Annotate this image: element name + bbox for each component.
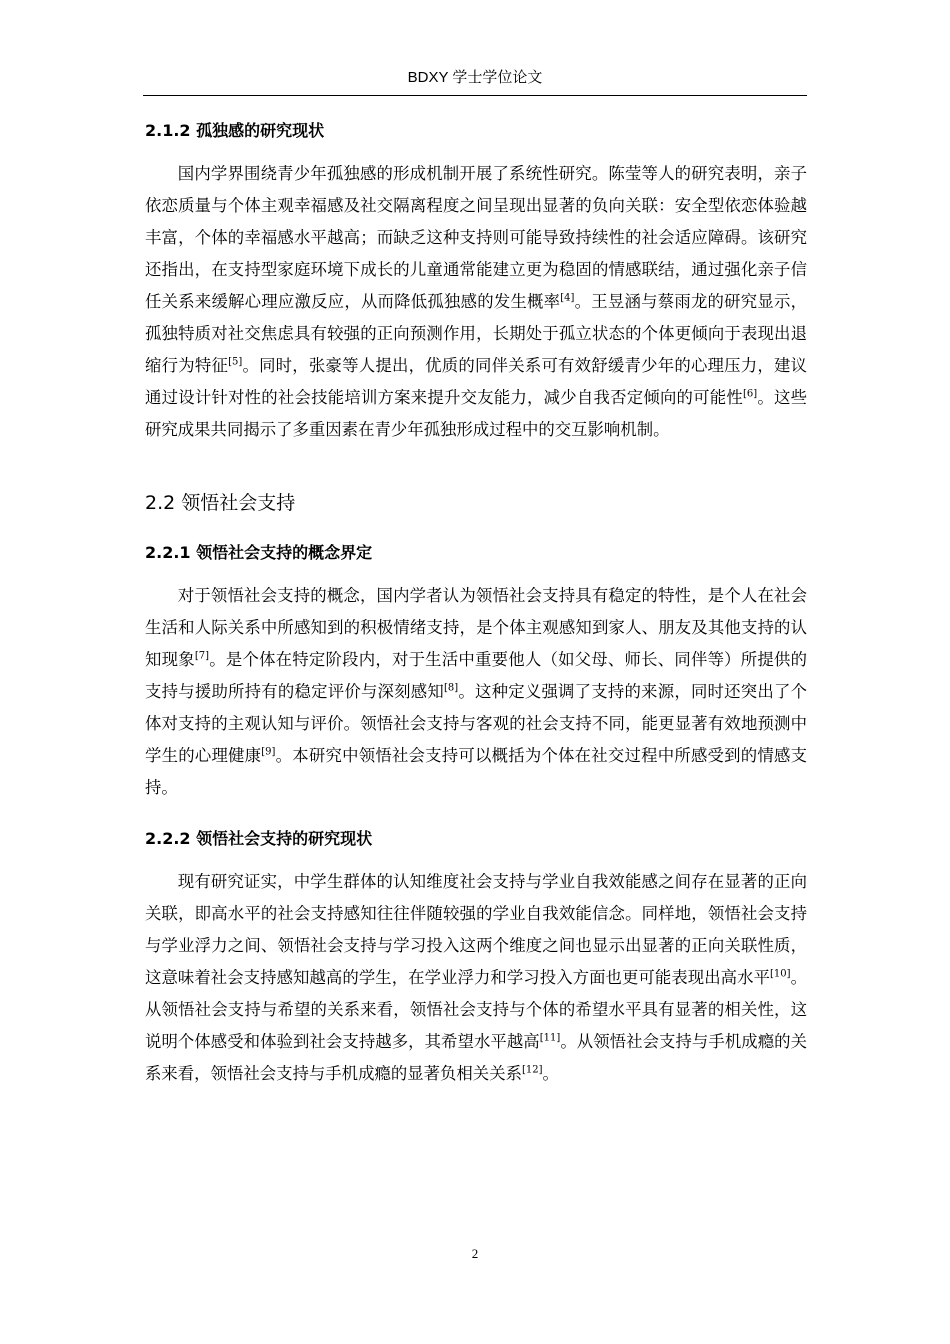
heading-2-2: 2.2 领悟社会支持 [145, 492, 296, 514]
paragraph-loneliness-research: 国内学界围绕青少年孤独感的形成机制开展了系统性研究。陈莹等人的研究表明，亲子依恋质量与个体主观幸福感及社交隔离程度之间呈现出显著的负向关联：安全型依恋体验越丰富，个体的幸福感水平越高；而缺乏这种支持则可能导致持续性的社会适应障碍。该研究还指出，在支持型家庭环境下成长的儿童通常能建立更为稳固的情感联结，通过强化亲子信任关系来缓解心理应激反应，从而降低孤独感的发生概率[4]。王昱涵与蔡雨龙的研究显示，孤独特质对社交焦虑具有较强的正向预测作用，长期处于孤立状态的个体更倾向于表现出退缩行为特征[5]。同时，张豪等人提出，优质的同伴关系可有效舒缓青少年的心理压力，建议通过设计针对性的社会技能培训方案来提升交友能力，减少自我否定倾向的可能性[6]。这些研究成果共同揭示了多重因素在青少年孤独形成过程中的交互影响机制。 [145, 164, 808, 439]
citation-marker: [4] [560, 292, 575, 304]
heading-2-2-2: 2.2.2 领悟社会支持的研究现状 [145, 829, 373, 848]
citation-marker: [10] [770, 968, 791, 980]
citation-marker: [6] [743, 388, 758, 400]
paragraph-concept-definition: 对于领悟社会支持的概念，国内学者认为领悟社会支持具有稳定的特性，是个人在社会生活和人际关系中所感知到的积极情绪支持，是个体主观感知到家人、朋友及其他支持的认知现象[7]。是个体在特定阶段内，对于生活中重要他人（如父母、师长、同伴等）所提供的支持与援助所持有的稳定评价与深刻感知[8]。这种定义强调了支持的来源，同时还突出了个体对支持的主观认知与评价。领悟社会支持与客观的社会支持不同，能更显著有效地预测中学生的心理健康[9]。本研究中领悟社会支持可以概括为个体在社交过程中所感受到的情感支持。 [145, 586, 808, 797]
heading-2-2-1: 2.2.1 领悟社会支持的概念界定 [145, 543, 373, 562]
page-body [145, 118, 807, 1090]
citation-marker: [5] [228, 356, 243, 368]
running-header: BDXY 学士学位论文 [407, 69, 543, 86]
header-divider [143, 95, 807, 96]
citation-marker: [11] [539, 1032, 561, 1044]
heading-2-1-2: 2.1.2 孤独感的研究现状 [145, 121, 325, 140]
citation-marker: [9] [261, 746, 276, 758]
citation-marker: [12] [521, 1064, 543, 1076]
page-number: 2 [471, 1246, 479, 1261]
paragraph-social-support-research: 现有研究证实，中学生群体的认知维度社会支持与学业自我效能感之间存在显著的正向关联，即高水平的社会支持感知往往伴随较强的学业自我效能信念。同样地，领悟社会支持与学业浮力之间、领悟社会支持与学习投入这两个维度之间也显示出显著的正向关联性质，这意味着社会支持感知越高的学生，在学业浮力和学习投入方面也更可能表现出高水平[10]。从领悟社会支持与希望的关系来看，领悟社会支持与个体的希望水平具有显著的相关性，这说明个体感受和体验到社会支持越多，其希望水平越高[11]。从领悟社会支持与手机成瘾的关系来看，领悟社会支持与手机成瘾的显著负相关关系[12]。 [145, 872, 808, 1083]
citation-marker: [8] [444, 682, 459, 694]
citation-marker: [7] [194, 650, 210, 662]
